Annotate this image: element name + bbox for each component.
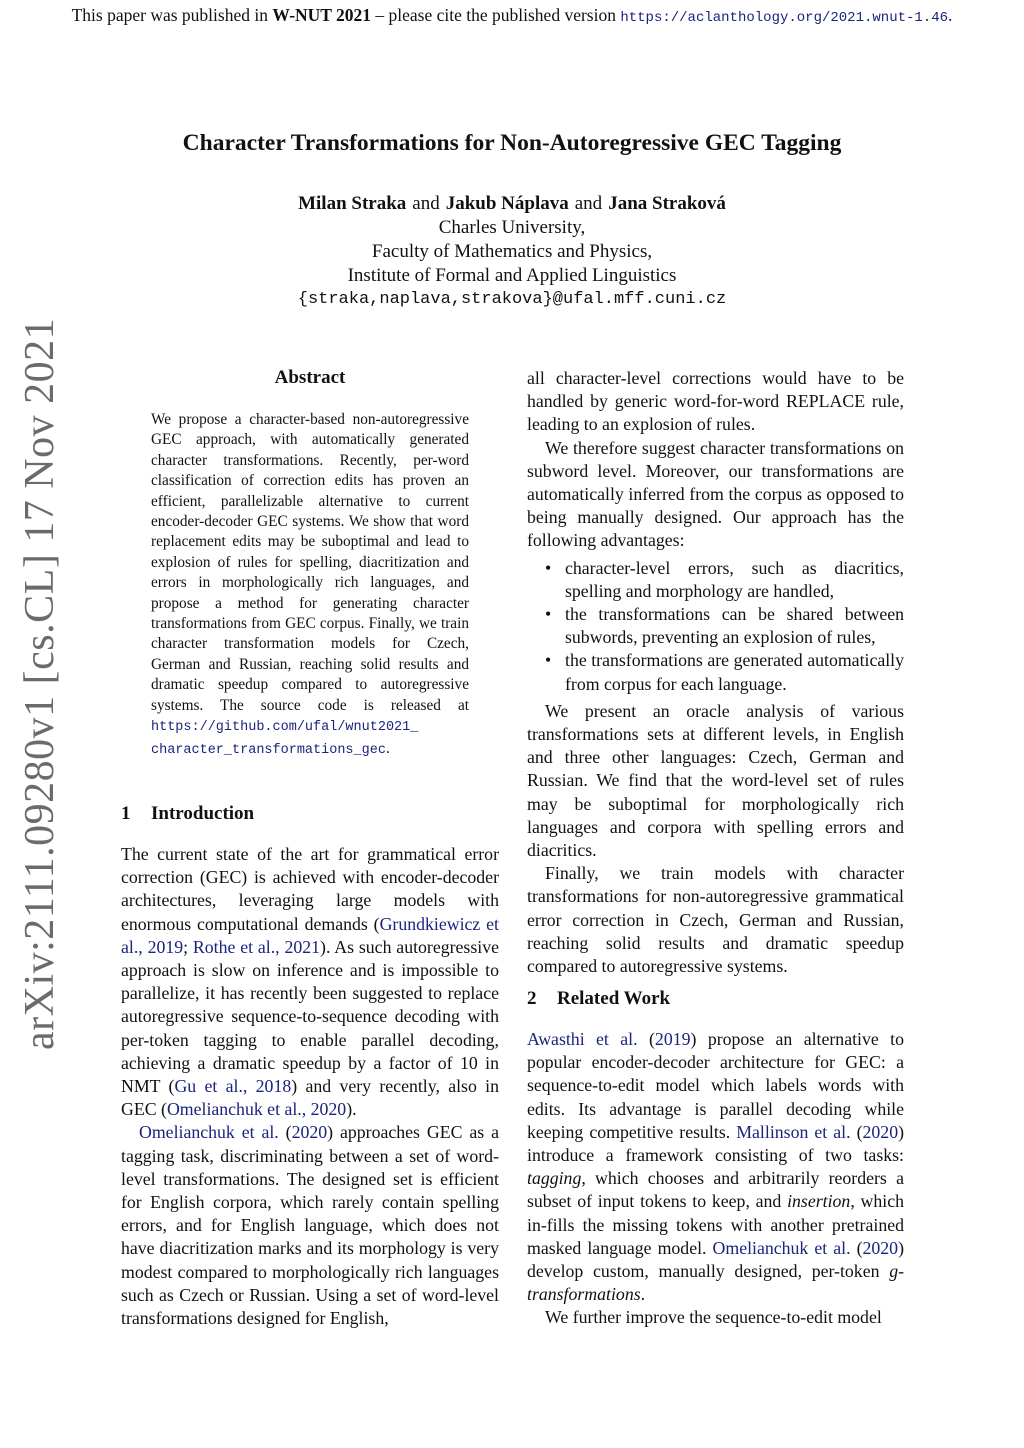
published-version-link[interactable]: https://aclanthology.org/2021.wnut-1.46 (620, 10, 948, 26)
source-code-link[interactable]: character_transformations_gec (151, 742, 386, 758)
advantages-list (527, 557, 904, 696)
author-name: Jakub Náplava (445, 193, 569, 214)
citation-link[interactable]: Omelianchuk et al. (712, 1237, 851, 1258)
citation-link[interactable]: Rothe et al., 2021 (192, 936, 321, 957)
author-name: Jana Straková (608, 193, 726, 214)
citation-link[interactable]: 2019 (654, 1029, 691, 1049)
citation-link[interactable]: Awasthi et al. (527, 1029, 638, 1049)
author-email: {straka,naplava,strakova}@ufal.mff.cuni.cz (297, 290, 727, 309)
right-column-body (527, 367, 904, 978)
paragraph: We present an oracle analysis of various transformations sets at different levels, in English and three other languages: Czech, German and Russian. We find that the word-level set of rules may be suboptimal for morphologically rich languages and corpora with spelling errors and diacritics. (527, 700, 904, 861)
paragraph: We further improve the sequence-to-edit model (545, 1307, 882, 1328)
citation-link[interactable]: 2020 (862, 1121, 899, 1142)
publication-notice: This paper was published in W-NUT 2021 – please cite the published version https://aclanthology.org/2021.wnut-1.46. (71, 5, 953, 26)
left-column-body (121, 843, 499, 1330)
affiliation-line: Charles University, (438, 217, 586, 238)
section-heading-introduction: 1 Introduction (121, 803, 255, 824)
paragraph: Awasthi et al. (2019) propose an alternative to popular encoder-decoder architecture for GEC: a sequence-to-edit model which labels words with edits. Its advantage is parallel decoding while keeping competitive results. Mallinson et al. (2020) introduce a framework consisting of two tasks: tagging, which chooses and arbitrarily reorders a subset of input tokens to keep, and insertion, which in-fills the missing tokens with another pretrained masked language model. Omelianchuk et al. (2020) develop custom, manually designed, per-token g-transformations. (527, 1029, 904, 1305)
paragraph: The current state of the art for grammatical error correction (GEC) is achieved with encoder-decoder architectures, leveraging large models with enormous computational demands (Grundkiewicz et al., 2019; Rothe et al., 2021). As such autoregressive approach is slow on inference and is impossible to parallelize, it has recently been suggested to replace autoregressive sequence-to-sequence decoding with per-token tagging to enable parallel decoding, achieving a dramatic speedup by a factor of 10 in NMT (Gu et al., 2018) and very recently, also in GEC (Omelianchuk et al., 2020). (121, 844, 500, 1120)
related-work-body (527, 1028, 904, 1330)
list-item: • the transformations can be shared between subwords, preventing an explosion of rules, (545, 604, 904, 648)
citation-link[interactable]: Omelianchuk et al., 2020 (166, 1099, 347, 1120)
list-item: • character-level errors, such as diacritics, spelling and morphology are handled, (545, 557, 904, 601)
bullet-icon: • (545, 650, 552, 671)
paper-title: Character Transformations for Non-Autoregressive GEC Tagging (182, 130, 842, 156)
citation-link[interactable]: 2020 (291, 1122, 328, 1143)
bullet-icon: • (545, 557, 552, 578)
author-names: Milan Straka and Jakub Náplava and Jana Straková (298, 193, 726, 214)
citation-link[interactable]: Gu et al., 2018 (174, 1076, 292, 1097)
citation-link[interactable]: 2020 (862, 1237, 899, 1258)
section-heading-related-work: 2 Related Work (527, 988, 671, 1009)
paragraph: We therefore suggest character transformations on subword level. Moreover, our transformations are automatically inferred from the corpus as opposed to being manually designed. Our approach has the following advantages: (527, 437, 904, 551)
citation-link[interactable]: Grundkiewicz et al., 2019 (121, 913, 499, 957)
bullet-icon: • (545, 604, 552, 625)
paragraph: Finally, we train models with character transformations for non-autoregressive grammatical error correction in Czech, German and Russian, reaching solid results and dramatic speedup compared to autoregressive systems. (527, 863, 904, 977)
paragraph: all character-level corrections would have to be handled by generic word-for-word REPLACE rule, leading to an explosion of rules. (527, 368, 904, 435)
affiliation-line: Faculty of Mathematics and Physics, (371, 241, 653, 262)
abstract-body: We propose a character-based non-autoregressive GEC approach, with automatically generated character transformations. Recently, per-word classification of correction edits has proven an efficient, parallelizable alternative to current encoder-decoder GEC systems. We show that word replacement edits may be suboptimal and lead to explosion of rules for spelling, diacritization and errors in morphologically rich languages, and propose a method for generating character transformations from GEC corpus. Finally, we train character transformation models for Czech, German and Russian, reaching solid results and dramatic speedup compared to autoregressive systems. The source code is released at https://github.com/ufal/wnut2021_ character_transformations_gec. (151, 411, 469, 758)
paragraph: Omelianchuk et al. (2020) approaches GEC as a tagging task, discriminating between a set of word-level transformations. The designed set is efficient for English corpora, which rarely contain spelling errors, and for English language, which does not have diacritization marks and its morphology is very modest compared to morphologically rich languages such as Czech or Russian. Using a set of word-level transformations designed for English, (121, 1122, 499, 1329)
source-code-link[interactable]: https://github.com/ufal/wnut2021_ (151, 720, 419, 736)
abstract-heading: Abstract (274, 367, 346, 388)
author-block (0, 192, 1024, 312)
list-item: • the transformations are generated automatically from corpus for each language. (545, 650, 904, 694)
affiliation-line: Institute of Formal and Applied Linguistics (347, 265, 677, 286)
venue-name: W-NUT 2021 (272, 5, 372, 25)
author-name: Milan Straka (298, 193, 407, 214)
arxiv-stamp: arXiv:2111.09280v1 [cs.CL] 17 Nov 2021 (17, 317, 63, 1050)
citation-link[interactable]: Omelianchuk et al. (139, 1122, 279, 1143)
citation-link[interactable]: Mallinson et al. (736, 1121, 851, 1142)
